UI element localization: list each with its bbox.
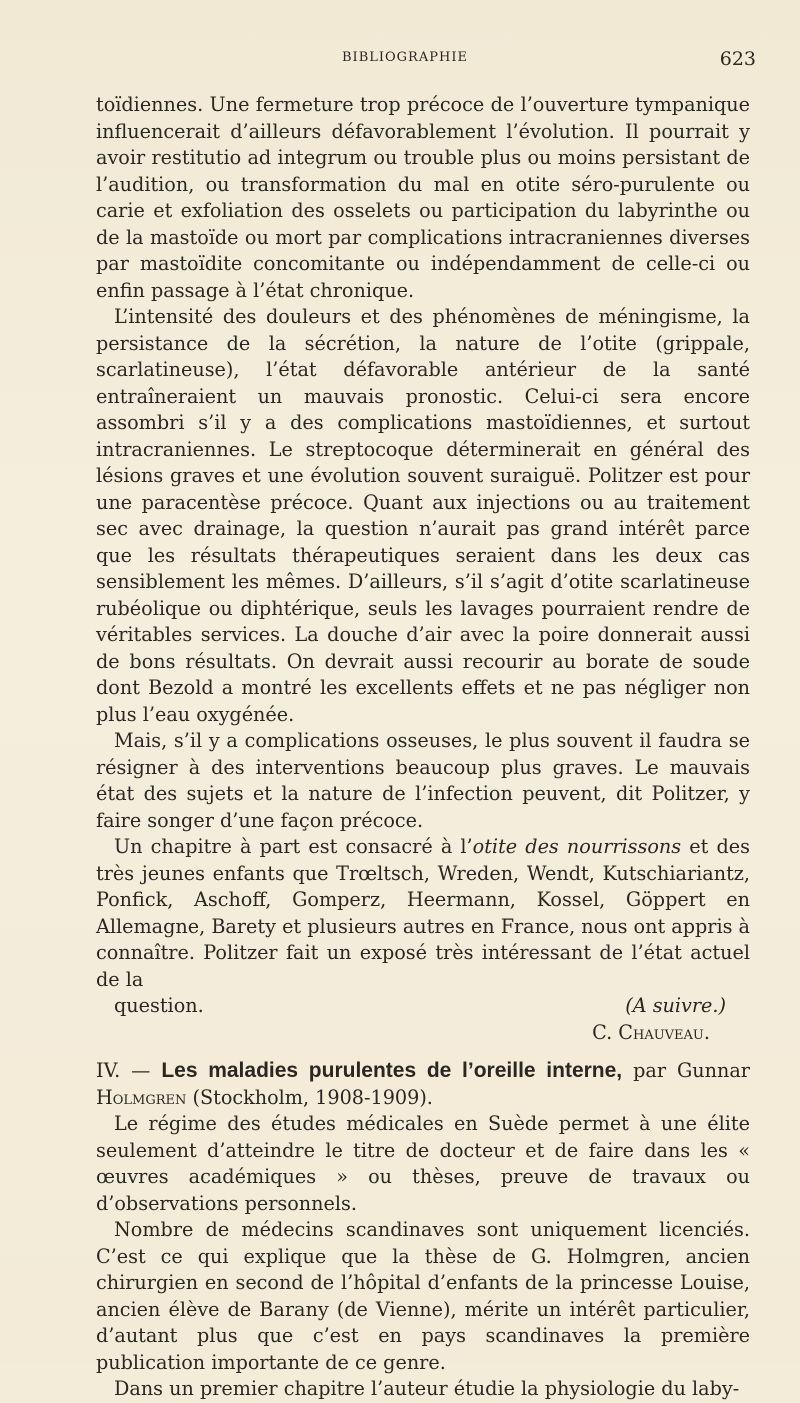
paragraph-7: Dans un premier chapitre l’auteur étudie la physiologie du laby- bbox=[114, 1377, 740, 1400]
paragraph-4: Un chapitre à part est consacré à l’otite des nourrissons et des très jeunes enfants que Trœltsch, Wreden, Wendt, Kutschiariantz, Ponfick, Aschoff, Gomperz, Heermann, Kossel, Göppert en Allemagne, Barety et plusieurs autres en France, nous ont appris à connaître. Politzer fait un exposé très intéressant de l’état actuel de la bbox=[96, 835, 750, 991]
section-title: Les maladies purulentes de l’oreille interne, bbox=[161, 1059, 623, 1082]
paragraph-3: Mais, s’il y a complications osseuses, le plus souvent il faudra se résigner à des interventions beaucoup plus graves. Le mauvais état des sujets et la nature de l’infection peuvent, dit Politzer, y faire songer d’une façon précoce. bbox=[96, 729, 750, 832]
to-be-continued: (A suivre.) bbox=[625, 994, 726, 1017]
author-signature: C. Chauveau. bbox=[592, 1020, 710, 1044]
author-name: Holmgren bbox=[96, 1085, 187, 1109]
running-head: BIBLIOGRAPHIE bbox=[342, 50, 468, 65]
section-heading: IV. — Les maladies purulentes de l’oreille interne, par Gunnar Holmgren (Stockholm, 1908-1909). bbox=[96, 1059, 750, 1109]
italic-term: otite des nourrissons bbox=[472, 835, 682, 858]
paragraph-2: L’intensité des douleurs et des phénomènes de méningisme, la persistance de la sécrétion, la nature de l’otite (grippale, scarlatineuse), l’état défavorable antérieur de la santé entraîneraient un mauvais pronostic. Celui-ci sera encore assombri s’il y a des complications mastoïdiennes, et surtout intracraniennes. Le streptocoque déterminerait en général des lésions graves et une évolution souvent suraiguë. Politzer est pour une paracentèse précoce. Quant aux injections ou au traitement sec avec drainage, la question n’aurait pas grand intérêt parce que les résultats thérapeutiques seraient dans les deux cas sensiblement les mêmes. D’ailleurs, s’il s’agit d’otite scarlatineuse rubéolique ou diphtérique, seuls les lavages pourraient rendre de véritables services. La douche d’air avec la poire donnerait aussi de bons résultats. On devrait aussi recourir au borate de soude dont Bezold a montré les excellents effets et ne pas négliger non plus l’eau oxygénée. bbox=[96, 305, 750, 726]
page-number: 623 bbox=[719, 48, 756, 70]
page-header bbox=[0, 50, 800, 72]
paragraph-5: Le régime des études médicales en Suède permet à une élite seulement d’atteindre le titre de docteur et de faire dans les « œuvres académiques » ou thèses, preuve de travaux ou d’observations personnels. bbox=[96, 1112, 750, 1215]
paragraph-1: toïdiennes. Une fermeture trop précoce de l’ouverture tympanique influencerait d’ailleurs défavorablement l’évolution. Il pourrait y avoir restitutio ad integrum ou trouble plus ou moins persistant de l’audition, ou transformation du mal en otite séro-purulente ou carie et exfoliation des osselets ou participation du labyrinthe ou de la mastoïde ou mort par complications intracraniennes diverses par mastoïdite concomitante ou indépendamment de celle-ci ou enfin passage à l’état chronique. bbox=[96, 93, 750, 302]
closing-line bbox=[96, 993, 750, 1020]
body-text bbox=[96, 92, 750, 1403]
closing-word: question. bbox=[114, 994, 204, 1017]
paragraph-6: Nombre de médecins scandinaves sont uniquement licenciés. C’est ce qui explique que la thèse de G. Holmgren, ancien chirurgien en second de l’hôpital d’enfants de la princesse Louise, ancien élève de Barany (de Vienne), mérite un intérêt particulier, d’autant plus que c’est en pays scandinaves la première publication importante de ce genre. bbox=[96, 1218, 750, 1374]
